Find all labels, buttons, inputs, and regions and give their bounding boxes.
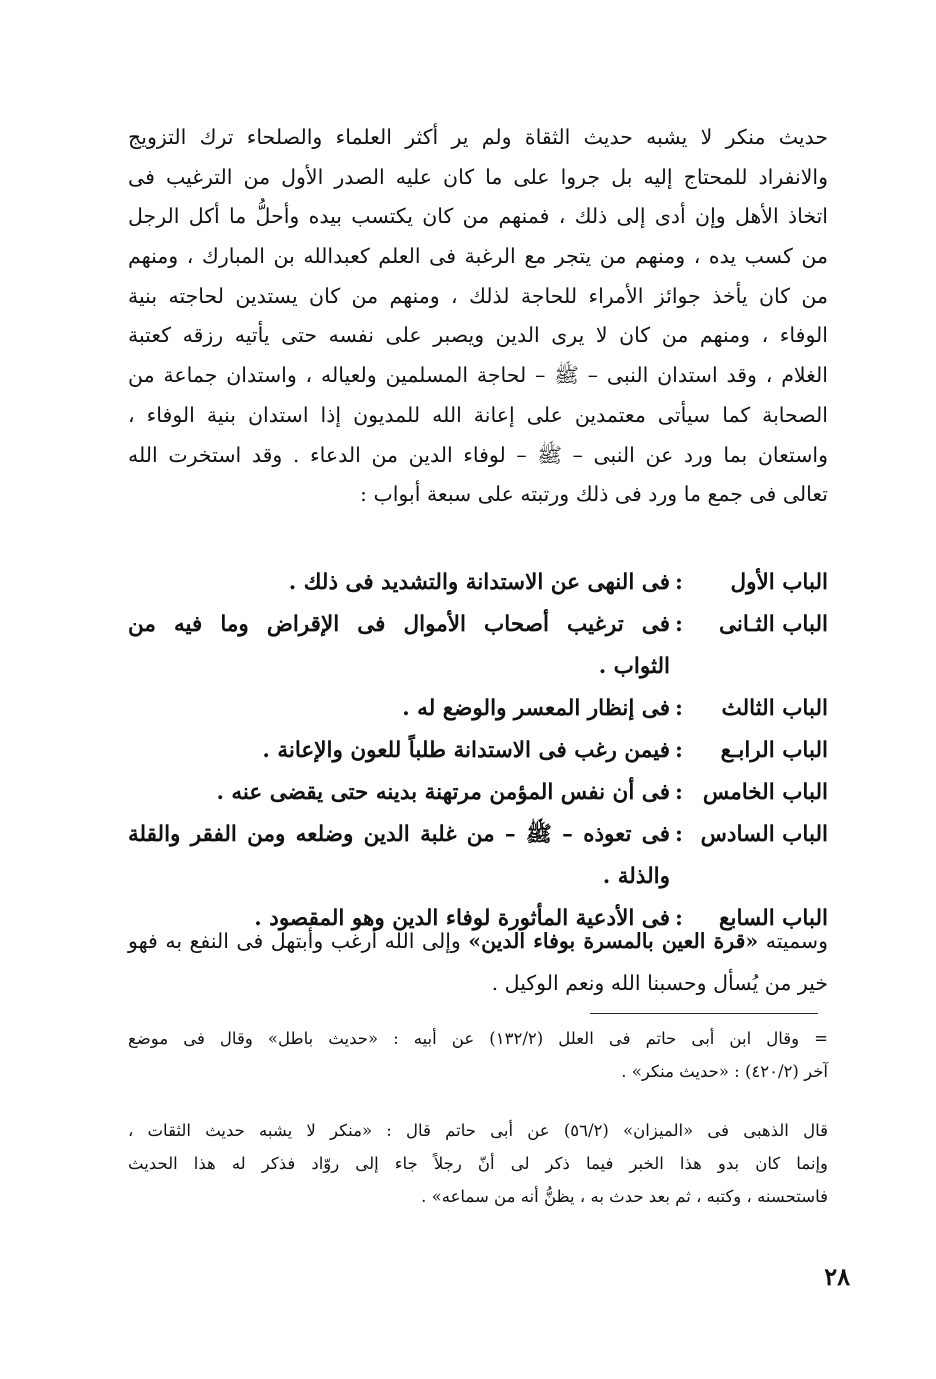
chapter-line: والذلة .: [602, 864, 670, 889]
footnote-line: فاستحسنه ، وكتبه ، ثم بعد حدث به ، يظنُّ أنه من سماعه» .: [421, 1187, 828, 1206]
chapter-entry: [128, 772, 828, 814]
chapter-colon: :: [675, 570, 683, 595]
intro-line: والانفراد للمحتاج إليه بل جروا على ما كان عليه الصدر الأول من الترغيب فى: [128, 164, 828, 189]
chapter-name: الباب الرابـع: [720, 738, 828, 763]
footnote-line: قال الذهبى فى «الميزان» (٥٦/٢) عن أبى حاتم قال : «منكر لا يشبه حديث الثقات ،: [128, 1121, 828, 1140]
chapter-colon: :: [675, 822, 683, 847]
chapter-list: [128, 562, 828, 940]
chapter-description: [128, 562, 670, 604]
footnote-line: = وقال ابن أبى حاتم فى العلل (١٣٢/٢) عن أبيه : «حديث باطل» وقال فى موضع: [128, 1029, 829, 1048]
chapter-name: الباب السادس: [700, 822, 828, 847]
naming-line: خير من يُسأل وحسبنا الله ونعم الوكيل .: [491, 971, 828, 995]
intro-line: الصحابة كما سيأتى معتمدين على إعانة الله للمديون إذا استدان بنية الوفاء ،: [128, 402, 828, 427]
chapter-colon: :: [675, 906, 683, 931]
chapter-name: الباب الخامس: [702, 780, 828, 805]
chapter-entry: [128, 604, 828, 688]
footnote-line: آخر (٤٢٠/٢) : «حديث منكر» .: [621, 1062, 828, 1081]
intro-line: واستعان بما ورد عن النبى – ﷺ – لوفاء الدين من الدعاء . وقد استخرت الله: [128, 442, 828, 467]
chapter-description: [128, 772, 670, 814]
chapter-colon: :: [675, 738, 683, 763]
intro-line: الوفاء ، ومنهم من كان لا يرى الدين ويصبر على نفسه حتى يأتيه رزقه كعتبة: [128, 323, 828, 348]
chapter-line: الثواب .: [598, 654, 670, 679]
intro-line: تعالى فى جمع ما ورد فى ذلك ورتبته على سبعة أبواب :: [360, 482, 828, 507]
footnote-separator: [590, 1013, 818, 1014]
chapter-description: [128, 814, 670, 898]
chapter-name: الباب الثـانى: [718, 612, 828, 637]
chapter-name: الباب الأول: [730, 570, 828, 595]
intro-paragraph: [128, 118, 828, 515]
chapter-entry: [128, 814, 828, 898]
intro-line: الغلام ، وقد استدان النبى – ﷺ – لحاجة المسلمين ولعياله ، واستدان جماعة من: [128, 363, 828, 388]
naming-text: وإلى الله أرغب وأبتهل فى النفع به فهو: [128, 929, 469, 953]
chapter-line: فيمن رغب فى الاستدانة طلباً للعون والإعانة .: [262, 738, 670, 763]
book-naming-paragraph: [128, 920, 828, 1004]
chapter-entry: [128, 688, 828, 730]
chapter-colon: :: [675, 696, 683, 721]
chapter-description: [128, 604, 670, 688]
chapter-description: [128, 730, 670, 772]
naming-text: وسميته: [758, 929, 828, 953]
chapter-line: فى ترغيب أصحاب الأموال فى الإقراض وما فيه من: [128, 612, 670, 637]
chapter-name: الباب الثالث: [721, 696, 828, 721]
footnote-gap: [128, 1088, 828, 1114]
chapter-entry: [128, 562, 828, 604]
page-number: ٢٨: [824, 1262, 850, 1291]
chapter-line: فى تعوذه – ﷺ – من غلبة الدين وضلعه ومن الفقر والقلة: [128, 822, 670, 847]
book-title: «قرة العين بالمسرة بوفاء الدين»: [468, 929, 759, 953]
chapter-description: [128, 688, 670, 730]
intro-line: حديث منكر لا يشبه حديث الثقاة ولم ير أكثر العلماء والصلحاء ترك التزويج: [128, 125, 828, 149]
intro-line: من كسب يده ، ومنهم من يتجر مع الرغبة فى العلم كعبدالله بن المبارك ، ومنهم: [128, 244, 828, 269]
chapter-colon: :: [675, 780, 683, 805]
footnote-line: وإنما كان بدو هذا الخبر فيما ذكر لى أنّ رجلاً جاء إلى روّاد فذكر له هذا الحديث: [128, 1154, 828, 1173]
footnotes: [128, 1022, 828, 1213]
chapter-line: فى إنظار المعسر والوضع له .: [402, 696, 670, 721]
chapter-name: الباب السابع: [719, 906, 828, 931]
chapter-line: فى الأدعية المأثورة لوفاء الدين وهو المقصود .: [254, 906, 670, 931]
naming-line: [128, 920, 828, 962]
chapter-colon: :: [675, 612, 683, 637]
chapter-entry: [128, 730, 828, 772]
chapter-line: فى النهى عن الاستدانة والتشديد فى ذلك .: [288, 570, 670, 595]
intro-line: اتخاذ الأهل وإن أدى إلى ذلك ، فمنهم من كان يكتسب بيده وأحلُّ ما أكل الرجل: [128, 204, 828, 229]
intro-line: من كان يأخذ جوائز الأمراء للحاجة لذلك ، ومنهم من كان يستدين لحاجته بنية: [128, 283, 828, 308]
chapter-line: فى أن نفس المؤمن مرتهنة بدينه حتى يقضى عنه .: [216, 780, 670, 805]
